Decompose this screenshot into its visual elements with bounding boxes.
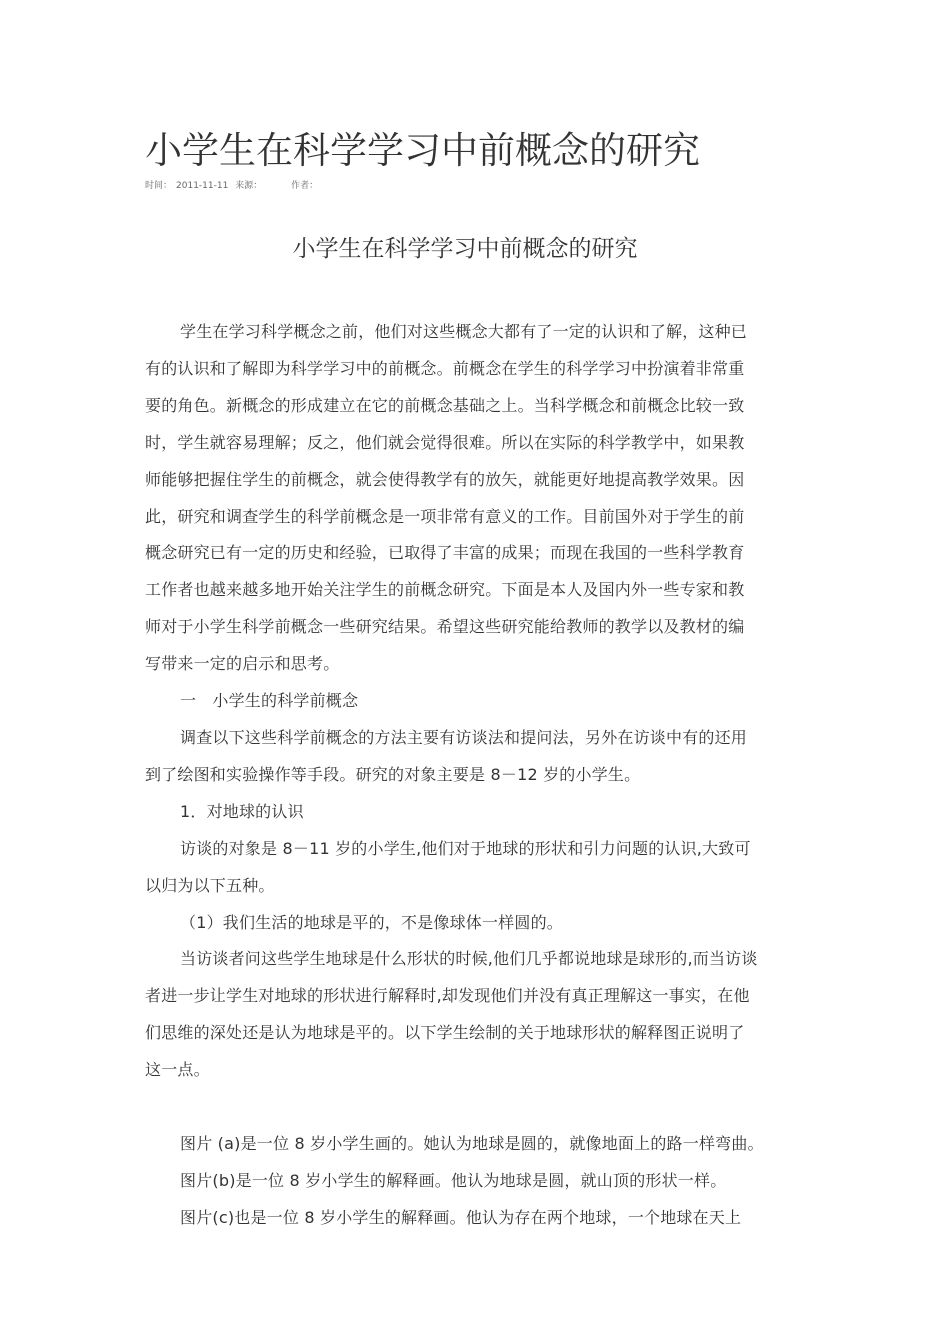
body-line: 这一点。	[145, 1060, 210, 1080]
body-line: 到了绘图和实验操作等手段。研究的对象主要是 8－12 岁的小学生。	[145, 764, 641, 784]
meta-time-value: 2011-11-11	[176, 181, 229, 191]
body-line: 时，学生就容易理解；反之，他们就会觉得很难。所以在实际的科学教学中，如果教	[145, 432, 745, 452]
body-line: 要的角色。新概念的形成建立在它的前概念基础之上。当科学概念和前概念比较一致	[145, 395, 745, 415]
body-line: 访谈的对象是 8－11 岁的小学生,他们对于地球的形状和引力问题的认识,大致可	[180, 838, 751, 858]
list-item-heading: （1）我们生活的地球是平的，不是像球体一样圆的。	[180, 912, 563, 932]
blank-line	[145, 1089, 805, 1126]
body-line: 此，研究和调查学生的科学前概念是一项非常有意义的工作。目前国外对于学生的前	[145, 506, 745, 526]
body-line: 当访谈者问这些学生地球是什么形状的时候,他们几乎都说地球是球形的,而当访谈	[180, 949, 758, 969]
body-line: 有的认识和了解即为科学学习中的前概念。前概念在学生的科学学习中扮演着非常重	[145, 358, 745, 378]
body-line: 概念研究已有一定的历史和经验，已取得了丰富的成果；而现在我国的一些科学教育	[145, 543, 745, 563]
body-line: 写带来一定的启示和思考。	[145, 654, 340, 674]
body-line: 工作者也越来越多地开始关注学生的前概念研究。下面是本人及国内外一些专家和教	[145, 580, 745, 600]
body-line: 们思维的深处还是认为地球是平的。以下学生绘制的关于地球形状的解释图正说明了	[145, 1023, 745, 1043]
figure-caption: 图片 (a)是一位 8 岁小学生画的。她认为地球是圆的，就像地面上的路一样弯曲。	[180, 1133, 764, 1153]
body-line: 以归为以下五种。	[145, 875, 275, 895]
body-line: 调查以下这些科学前概念的方法主要有访谈法和提问法，另外在访谈中有的还用	[180, 727, 748, 747]
body-line: 师能够把握住学生的前概念，就会使得教学有的放矢，就能更好地提高教学效果。因	[145, 469, 745, 489]
meta-author-label: 作者：	[291, 181, 319, 191]
meta-source-label: 来源：	[235, 181, 263, 191]
body-line: 学生在学习科学概念之前，他们对这些概念大都有了一定的认识和了解，这种已	[180, 322, 748, 341]
subsection-heading: 1．对地球的认识	[180, 801, 304, 821]
figure-caption: 图片(b)是一位 8 岁小学生的解释画。他认为地球是圆，就山顶的形状一样。	[180, 1170, 727, 1190]
section-heading: 一 小学生的科学前概念	[180, 691, 359, 711]
article-subtitle: 小学生在科学学习中前概念的研究	[292, 236, 638, 262]
meta-time-label: 时间：	[145, 181, 173, 191]
article-meta	[145, 180, 322, 192]
body-line: 师对于小学生科学前概念一些研究结果。希望这些研究能给教师的教学以及教材的编	[145, 617, 745, 637]
article-body	[145, 314, 805, 1237]
figure-caption: 图片(c)也是一位 8 岁小学生的解释画。他认为存在两个地球，一个地球在天上	[180, 1207, 742, 1227]
article-title: 小学生在科学学习中前概念的研究	[145, 129, 700, 172]
body-line: 者进一步让学生对地球的形状进行解释时,却发现他们并没有真正理解这一事实，在他	[145, 986, 750, 1006]
